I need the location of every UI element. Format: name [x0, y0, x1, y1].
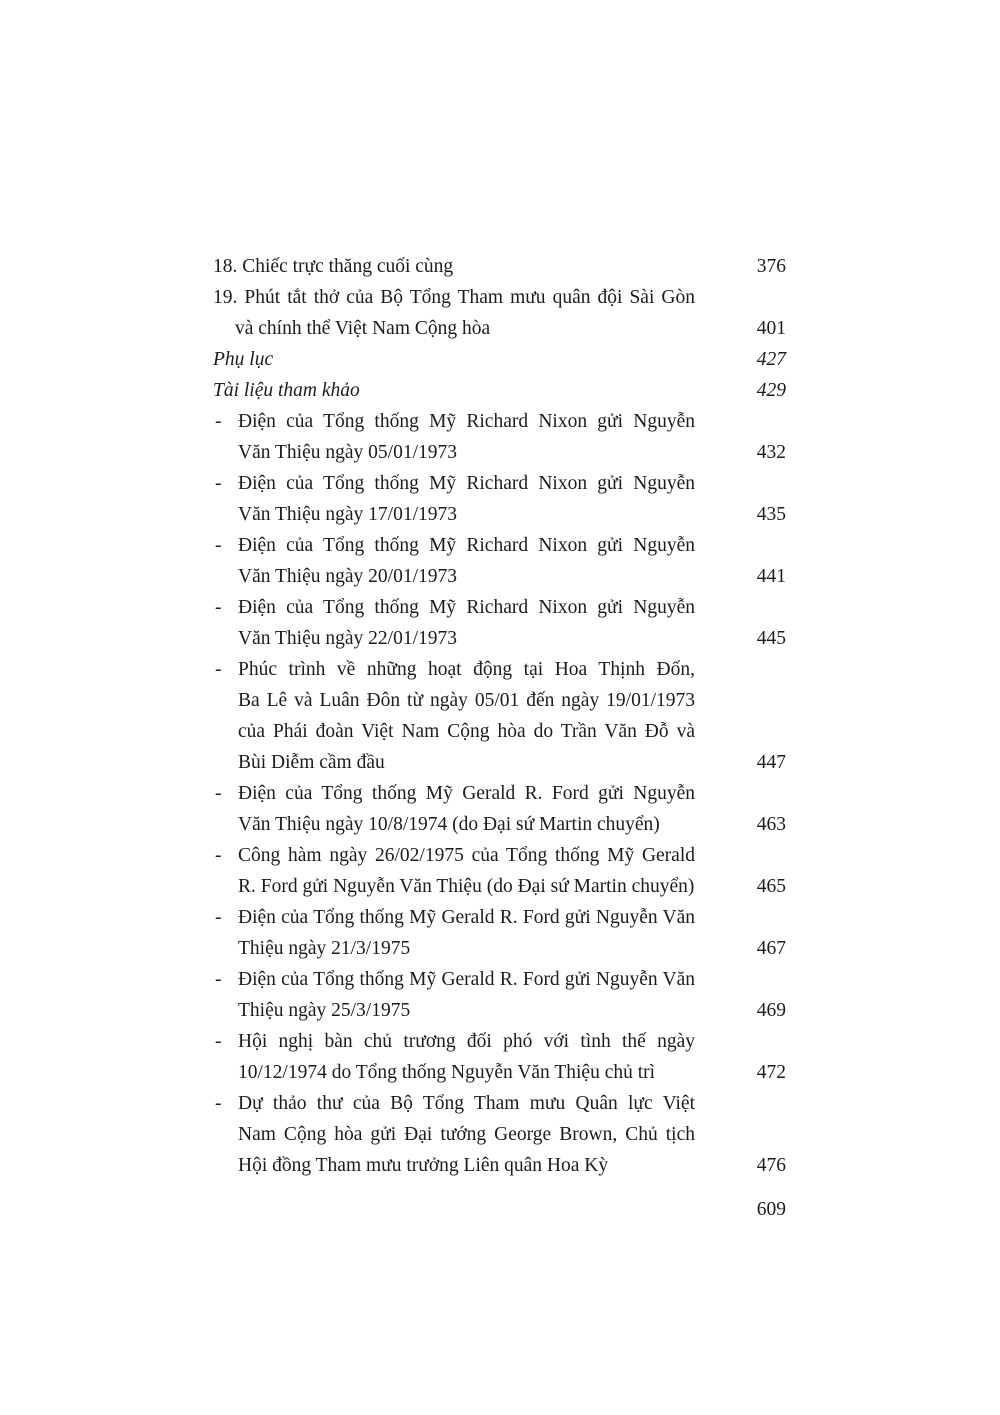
toc-entry	[213, 1026, 786, 1088]
entry-page-number: 469	[756, 1000, 786, 1021]
entry-title-text: Bùi Diễm cầm đầu	[238, 752, 385, 773]
entry-title-text: Dự thảo thư của Bộ Tổng Tham mưu Quân lực Việt	[238, 1093, 695, 1114]
entry-dash-marker: -	[215, 907, 222, 928]
toc-entry-line	[213, 530, 786, 561]
entry-dash-marker: -	[215, 1031, 222, 1052]
toc-entry-line	[213, 933, 786, 964]
toc-entry-line	[213, 871, 786, 902]
entry-title-text: Văn Thiệu ngày 05/01/1973	[238, 442, 457, 463]
entry-dash-marker: -	[215, 411, 222, 432]
entry-dash-marker: -	[215, 845, 222, 866]
toc-entry-line	[213, 685, 786, 716]
entry-dash-marker: -	[215, 1093, 222, 1114]
entry-page-number: 376	[756, 256, 786, 277]
entry-title-text: Phụ lục	[213, 349, 274, 370]
toc-entry	[213, 654, 786, 778]
toc-entry-line	[213, 592, 786, 623]
entry-title-text: Thiệu ngày 25/3/1975	[238, 1000, 411, 1021]
entry-title-text: Điện của Tổng thống Mỹ Richard Nixon gửi Nguyễn	[238, 535, 695, 556]
entry-dash-marker: -	[215, 597, 222, 618]
entry-title-text: Điện của Tổng thống Mỹ Gerald R. Ford gửi Nguyễn	[238, 783, 695, 804]
toc-entry	[213, 468, 786, 530]
entry-page-number: 435	[756, 504, 786, 525]
toc-entry-line	[213, 747, 786, 778]
toc-entry	[213, 530, 786, 592]
toc-entry-line	[213, 406, 786, 437]
entry-page-number: 432	[756, 442, 786, 463]
entry-title-text: Điện của Tổng thống Mỹ Richard Nixon gửi Nguyễn	[238, 597, 695, 618]
toc-entry-line	[213, 1119, 786, 1150]
entry-title-text: 10/12/1974 do Tổng thống Nguyễn Văn Thiệu chủ trì	[238, 1062, 656, 1083]
toc-entry-line	[213, 1088, 786, 1119]
toc-entry-line	[213, 1026, 786, 1057]
entry-page-number: 401	[756, 318, 786, 339]
toc-entry-line	[213, 995, 786, 1026]
toc-entry	[213, 592, 786, 654]
toc-entry-line	[213, 840, 786, 871]
entry-page-number: 476	[756, 1155, 786, 1176]
toc-entry	[213, 1088, 786, 1181]
toc-entry	[213, 964, 786, 1026]
toc-entry	[213, 406, 786, 468]
toc-entry	[213, 375, 786, 406]
entry-dash-marker: -	[215, 659, 222, 680]
entry-dash-marker: -	[215, 473, 222, 494]
toc-entry	[213, 840, 786, 902]
toc-entry	[213, 902, 786, 964]
toc-entry-line	[213, 1057, 786, 1088]
entry-title-text: Ba Lê và Luân Đôn từ ngày 05/01 đến ngày 19/01/1973	[238, 690, 695, 711]
entry-title-text: và chính thể Việt Nam Cộng hòa	[235, 318, 491, 339]
entry-title-text: Công hàm ngày 26/02/1975 của Tổng thống Mỹ Gerald	[238, 845, 695, 866]
entry-page-number: 441	[756, 566, 786, 587]
entry-title-text: Phúc trình về những hoạt động tại Hoa Thịnh Đốn,	[238, 659, 695, 680]
entry-title-text: Văn Thiệu ngày 10/8/1974 (do Đại sứ Martin chuyển)	[238, 814, 660, 835]
toc-entry-line	[213, 499, 786, 530]
entry-title-text: 18. Chiếc trực thăng cuối cùng	[213, 256, 454, 277]
entry-title-text: Thiệu ngày 21/3/1975	[238, 938, 411, 959]
entry-title-text: của Phái đoàn Việt Nam Cộng hòa do Trần Văn Đỗ và	[238, 721, 695, 742]
entry-title-text: Tài liệu tham khảo	[213, 380, 360, 401]
page-number-folio: 609	[756, 1199, 786, 1220]
entry-title-text: Văn Thiệu ngày 17/01/1973	[238, 504, 457, 525]
toc-entry-line	[213, 561, 786, 592]
toc-entry	[213, 778, 786, 840]
toc-entry-line	[213, 809, 786, 840]
entry-dash-marker: -	[215, 535, 222, 556]
entry-title-text: Hội đồng Tham mưu trưởng Liên quân Hoa Kỳ	[238, 1155, 609, 1176]
entry-dash-marker: -	[215, 969, 222, 990]
entry-title-text: Điện của Tổng thống Mỹ Gerald R. Ford gửi Nguyễn Văn	[238, 969, 695, 990]
toc-entry-line	[213, 964, 786, 995]
toc-entry-line	[213, 716, 786, 747]
toc-entry-line	[213, 313, 786, 344]
toc-entry-line	[213, 282, 786, 313]
toc-entry-line	[213, 1150, 786, 1181]
entry-page-number: 427	[756, 349, 786, 370]
toc-entry-line	[213, 375, 786, 406]
entry-page-number: 445	[756, 628, 786, 649]
toc-entry	[213, 282, 786, 344]
toc-entry-line	[213, 654, 786, 685]
entry-dash-marker: -	[215, 783, 222, 804]
toc-entry	[213, 344, 786, 375]
entry-page-number: 429	[756, 380, 786, 401]
toc-entry-line	[213, 468, 786, 499]
toc-entry-line	[213, 251, 786, 282]
toc-entry-line	[213, 778, 786, 809]
entry-page-number: 472	[756, 1062, 786, 1083]
toc-entry-line	[213, 437, 786, 468]
entry-page-number: 463	[756, 814, 786, 835]
entry-title-text: R. Ford gửi Nguyễn Văn Thiệu (do Đại sứ Martin chuyển)	[238, 876, 695, 897]
toc-entry	[213, 251, 786, 282]
entry-title-text: Điện của Tổng thống Mỹ Richard Nixon gửi Nguyễn	[238, 411, 695, 432]
entry-page-number: 465	[756, 876, 786, 897]
entry-title-text: Điện của Tổng thống Mỹ Richard Nixon gửi Nguyễn	[238, 473, 695, 494]
toc-entry-line	[213, 344, 786, 375]
entry-title-text: Hội nghị bàn chủ trương đối phó với tình thế ngày	[238, 1031, 695, 1052]
entry-page-number: 447	[756, 752, 786, 773]
entry-title-text: 19. Phút tắt thở của Bộ Tổng Tham mưu quân đội Sài Gòn	[213, 287, 695, 308]
entry-title-text: Nam Cộng hòa gửi Đại tướng George Brown, Chủ tịch	[238, 1124, 695, 1145]
entry-title-text: Văn Thiệu ngày 20/01/1973	[238, 566, 457, 587]
entry-page-number: 467	[756, 938, 786, 959]
entry-title-text: Văn Thiệu ngày 22/01/1973	[238, 628, 457, 649]
toc-entry-line	[213, 902, 786, 933]
entry-title-text: Điện của Tổng thống Mỹ Gerald R. Ford gửi Nguyễn Văn	[238, 907, 695, 928]
toc-entry-line	[213, 623, 786, 654]
